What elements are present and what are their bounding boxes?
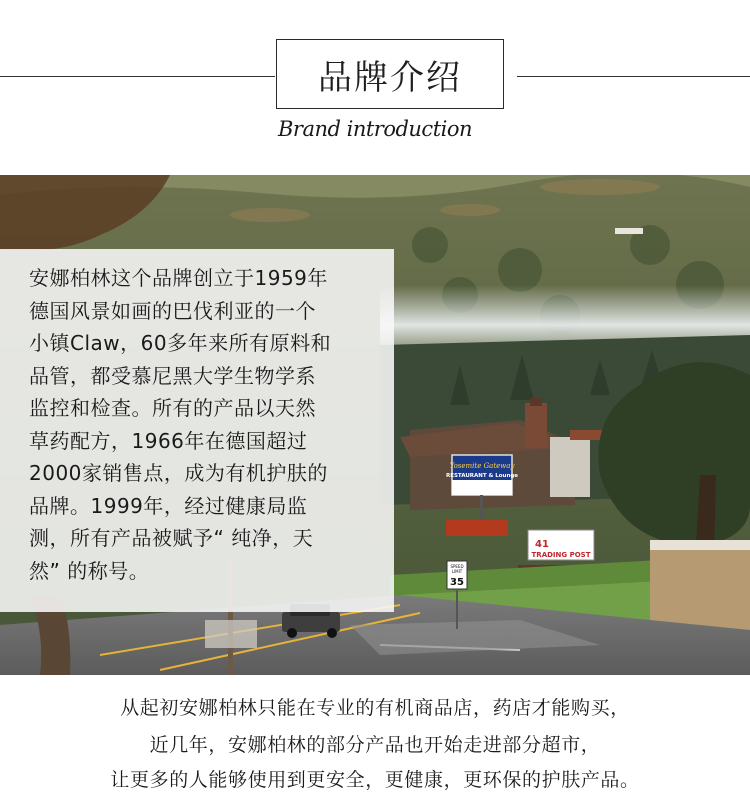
brand-footer — [0, 675, 750, 796]
speed-limit-label-mid: LIMIT — [451, 569, 463, 574]
intro-line: 然” 的称号。 — [29, 558, 150, 583]
intro-line: 草药配方，1966年在德国超过 — [29, 428, 308, 453]
speed-limit-label-top: SPEED — [450, 564, 464, 569]
restaurant-sign-line2: RESTAURANT & Lounge — [445, 473, 519, 479]
intro-line: 安娜柏林这个品牌创立于1959年 — [29, 266, 328, 290]
footer-line: 让更多的人能够使用到更安全，更健康，更环保的护肤产品。 — [110, 769, 640, 791]
trading-post-number: 41 — [535, 539, 549, 550]
intro-line: 2000家销售点，成为有机护肤的 — [29, 461, 328, 485]
header-divider-left — [0, 76, 275, 77]
intro-line: 品管，都受慕尼黑大学生物学系 — [29, 363, 316, 388]
restaurant-sign-line1: Yosemite Gateway — [449, 462, 515, 470]
intro-line: 品牌。1999年，经过健康局监 — [29, 493, 308, 518]
brand-intro-text — [29, 262, 379, 587]
trading-post-sign: TRADING POST — [531, 551, 591, 559]
page-title: 品牌介绍 — [276, 39, 504, 109]
footer-line: 从起初安娜柏林只能在专业的有机商品店，药店才能购买， — [120, 697, 630, 719]
brand-header — [0, 0, 750, 175]
footer-line: 近几年，安娜柏林的部分产品也开始走进部分超市， — [149, 734, 601, 756]
header-divider-right — [517, 76, 750, 77]
intro-line: 小镇Claw，60多年来所有原料和 — [29, 331, 332, 355]
intro-line: 德国风景如画的巴伐利亚的一个 — [29, 298, 316, 323]
intro-line: 测，所有产品被赋予“ 纯净，天 — [29, 526, 314, 550]
speed-limit-value: 35 — [450, 577, 464, 588]
intro-line: 监控和检查。所有的产品以天然 — [29, 396, 316, 420]
page-subtitle: Brand introduction — [277, 117, 473, 141]
